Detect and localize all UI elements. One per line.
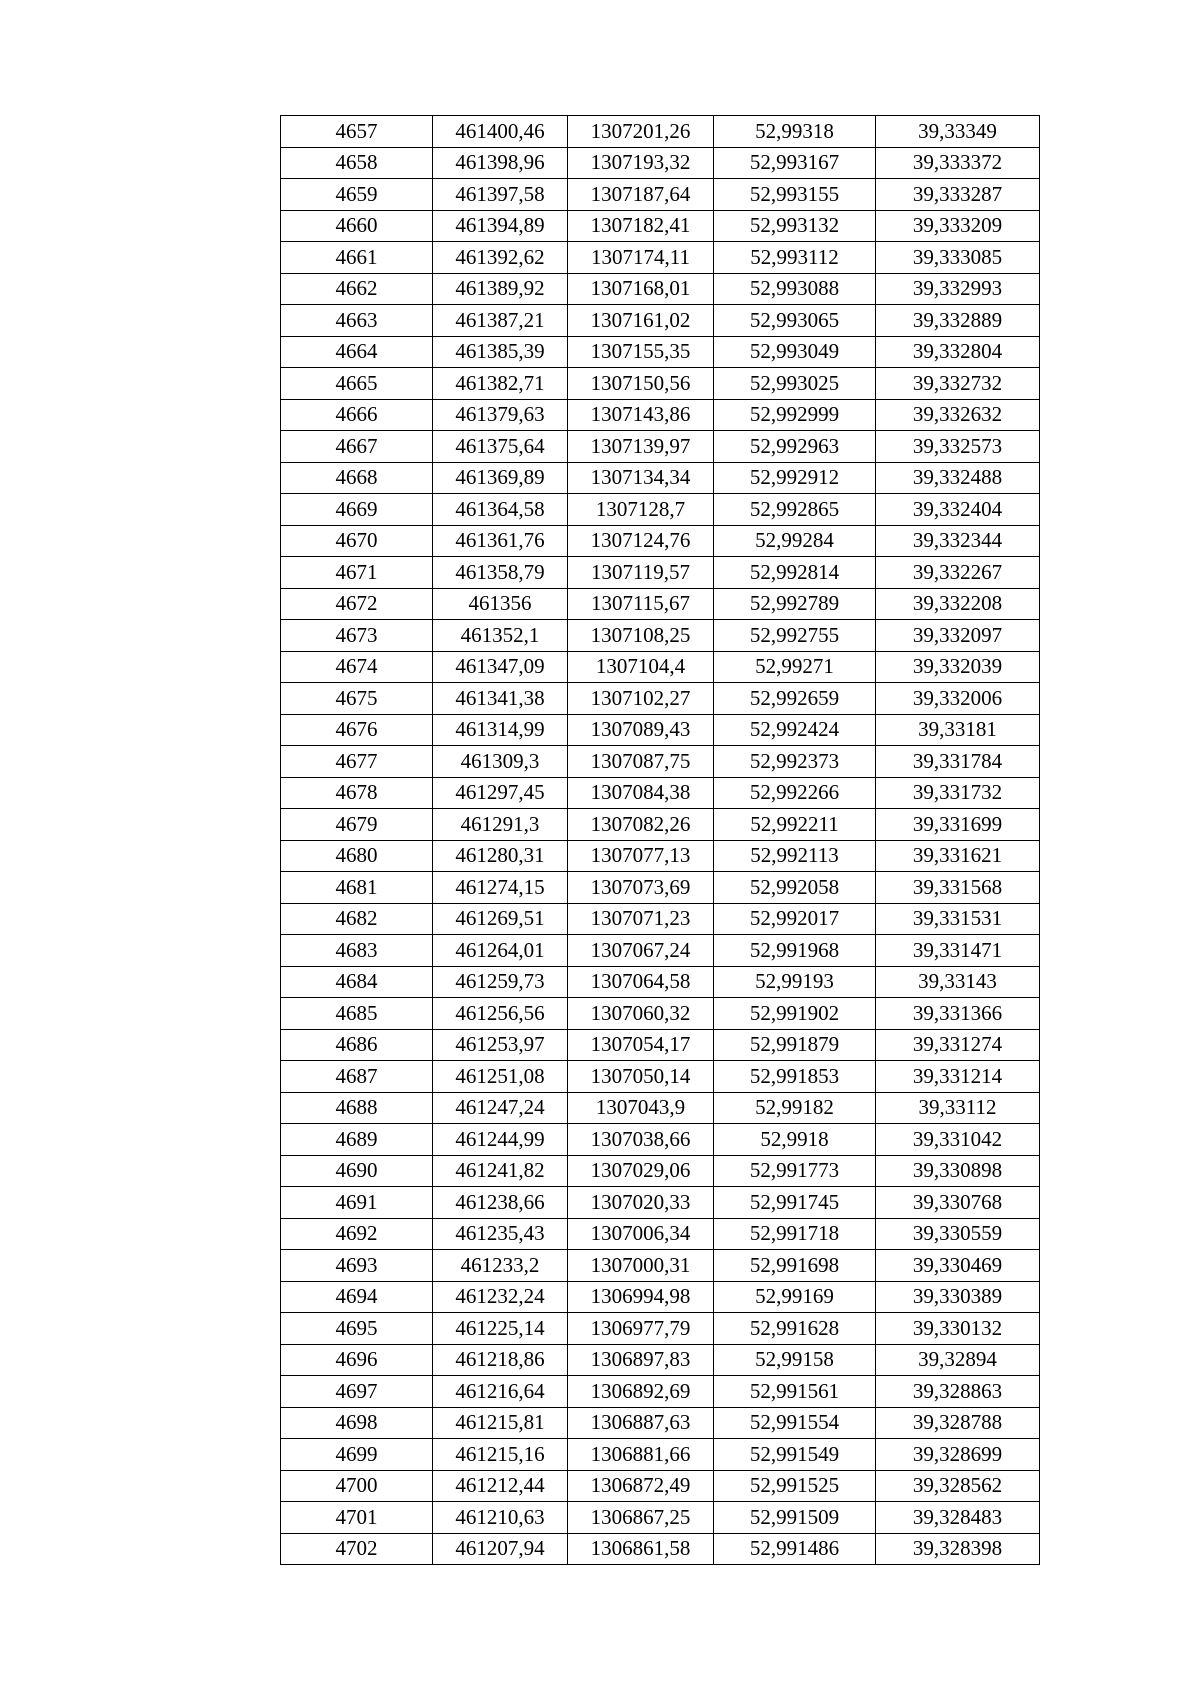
y-coordinate-cell: 1307054,17 (568, 1029, 714, 1061)
x-coordinate-cell: 461382,71 (433, 368, 568, 400)
longitude-cell: 39,333085 (876, 242, 1040, 274)
longitude-cell: 39,328699 (876, 1439, 1040, 1471)
longitude-cell: 39,331274 (876, 1029, 1040, 1061)
y-coordinate-cell: 1307201,26 (568, 116, 714, 148)
table-row (281, 1502, 1040, 1534)
latitude-cell: 52,993088 (714, 273, 876, 305)
table-row (281, 147, 1040, 179)
longitude-cell: 39,330132 (876, 1313, 1040, 1345)
point-number-cell: 4672 (281, 588, 433, 620)
y-coordinate-cell: 1307193,32 (568, 147, 714, 179)
longitude-cell: 39,332732 (876, 368, 1040, 400)
table-row (281, 777, 1040, 809)
x-coordinate-cell: 461352,1 (433, 620, 568, 652)
x-coordinate-cell: 461215,16 (433, 1439, 568, 1471)
x-coordinate-cell: 461256,56 (433, 998, 568, 1030)
x-coordinate-cell: 461210,63 (433, 1502, 568, 1534)
latitude-cell: 52,991718 (714, 1218, 876, 1250)
point-number-cell: 4694 (281, 1281, 433, 1313)
table-row (281, 557, 1040, 589)
longitude-cell: 39,332006 (876, 683, 1040, 715)
point-number-cell: 4700 (281, 1470, 433, 1502)
longitude-cell: 39,333372 (876, 147, 1040, 179)
x-coordinate-cell: 461398,96 (433, 147, 568, 179)
table-row (281, 651, 1040, 683)
latitude-cell: 52,993167 (714, 147, 876, 179)
table-row (281, 242, 1040, 274)
x-coordinate-cell: 461235,43 (433, 1218, 568, 1250)
longitude-cell: 39,332573 (876, 431, 1040, 463)
table-row (281, 683, 1040, 715)
y-coordinate-cell: 1307077,13 (568, 840, 714, 872)
longitude-cell: 39,328398 (876, 1533, 1040, 1565)
longitude-cell: 39,328788 (876, 1407, 1040, 1439)
latitude-cell: 52,992017 (714, 903, 876, 935)
x-coordinate-cell: 461394,89 (433, 210, 568, 242)
y-coordinate-cell: 1307104,4 (568, 651, 714, 683)
point-number-cell: 4681 (281, 872, 433, 904)
latitude-cell: 52,99271 (714, 651, 876, 683)
x-coordinate-cell: 461356 (433, 588, 568, 620)
y-coordinate-cell: 1307029,06 (568, 1155, 714, 1187)
latitude-cell: 52,992211 (714, 809, 876, 841)
longitude-cell: 39,331784 (876, 746, 1040, 778)
x-coordinate-cell: 461207,94 (433, 1533, 568, 1565)
table-row (281, 210, 1040, 242)
x-coordinate-cell: 461309,3 (433, 746, 568, 778)
point-number-cell: 4701 (281, 1502, 433, 1534)
latitude-cell: 52,992113 (714, 840, 876, 872)
y-coordinate-cell: 1306994,98 (568, 1281, 714, 1313)
longitude-cell: 39,332632 (876, 399, 1040, 431)
latitude-cell: 52,99169 (714, 1281, 876, 1313)
longitude-cell: 39,33112 (876, 1092, 1040, 1124)
x-coordinate-cell: 461244,99 (433, 1124, 568, 1156)
longitude-cell: 39,328562 (876, 1470, 1040, 1502)
x-coordinate-cell: 461259,73 (433, 966, 568, 998)
y-coordinate-cell: 1307182,41 (568, 210, 714, 242)
longitude-cell: 39,330469 (876, 1250, 1040, 1282)
point-number-cell: 4666 (281, 399, 433, 431)
latitude-cell: 52,993155 (714, 179, 876, 211)
longitude-cell: 39,331699 (876, 809, 1040, 841)
table-row (281, 1470, 1040, 1502)
table-row (281, 966, 1040, 998)
table-row (281, 1407, 1040, 1439)
y-coordinate-cell: 1307043,9 (568, 1092, 714, 1124)
latitude-cell: 52,99284 (714, 525, 876, 557)
point-number-cell: 4698 (281, 1407, 433, 1439)
point-number-cell: 4660 (281, 210, 433, 242)
y-coordinate-cell: 1307073,69 (568, 872, 714, 904)
point-number-cell: 4680 (281, 840, 433, 872)
x-coordinate-cell: 461212,44 (433, 1470, 568, 1502)
table-row (281, 179, 1040, 211)
y-coordinate-cell: 1307087,75 (568, 746, 714, 778)
point-number-cell: 4662 (281, 273, 433, 305)
y-coordinate-cell: 1307067,24 (568, 935, 714, 967)
latitude-cell: 52,991628 (714, 1313, 876, 1345)
point-number-cell: 4679 (281, 809, 433, 841)
y-coordinate-cell: 1307143,86 (568, 399, 714, 431)
y-coordinate-cell: 1306897,83 (568, 1344, 714, 1376)
latitude-cell: 52,991879 (714, 1029, 876, 1061)
point-number-cell: 4682 (281, 903, 433, 935)
latitude-cell: 52,993065 (714, 305, 876, 337)
table-row (281, 1155, 1040, 1187)
longitude-cell: 39,331471 (876, 935, 1040, 967)
longitude-cell: 39,332097 (876, 620, 1040, 652)
x-coordinate-cell: 461264,01 (433, 935, 568, 967)
x-coordinate-cell: 461387,21 (433, 305, 568, 337)
latitude-cell: 52,993025 (714, 368, 876, 400)
latitude-cell: 52,992999 (714, 399, 876, 431)
y-coordinate-cell: 1307134,34 (568, 462, 714, 494)
x-coordinate-cell: 461274,15 (433, 872, 568, 904)
x-coordinate-cell: 461314,99 (433, 714, 568, 746)
latitude-cell: 52,992963 (714, 431, 876, 463)
point-number-cell: 4673 (281, 620, 433, 652)
point-number-cell: 4668 (281, 462, 433, 494)
table-row (281, 620, 1040, 652)
point-number-cell: 4658 (281, 147, 433, 179)
table-row (281, 840, 1040, 872)
x-coordinate-cell: 461400,46 (433, 116, 568, 148)
x-coordinate-cell: 461218,86 (433, 1344, 568, 1376)
longitude-cell: 39,328863 (876, 1376, 1040, 1408)
latitude-cell: 52,992373 (714, 746, 876, 778)
point-number-cell: 4689 (281, 1124, 433, 1156)
table-row (281, 1092, 1040, 1124)
table-row (281, 1218, 1040, 1250)
longitude-cell: 39,333209 (876, 210, 1040, 242)
latitude-cell: 52,991549 (714, 1439, 876, 1471)
point-number-cell: 4699 (281, 1439, 433, 1471)
latitude-cell: 52,992424 (714, 714, 876, 746)
y-coordinate-cell: 1307082,26 (568, 809, 714, 841)
longitude-cell: 39,32894 (876, 1344, 1040, 1376)
y-coordinate-cell: 1307174,11 (568, 242, 714, 274)
longitude-cell: 39,332993 (876, 273, 1040, 305)
longitude-cell: 39,331214 (876, 1061, 1040, 1093)
latitude-cell: 52,991486 (714, 1533, 876, 1565)
latitude-cell: 52,99193 (714, 966, 876, 998)
latitude-cell: 52,993132 (714, 210, 876, 242)
point-number-cell: 4671 (281, 557, 433, 589)
y-coordinate-cell: 1307050,14 (568, 1061, 714, 1093)
y-coordinate-cell: 1306881,66 (568, 1439, 714, 1471)
table-row (281, 1344, 1040, 1376)
table-row (281, 431, 1040, 463)
x-coordinate-cell: 461361,76 (433, 525, 568, 557)
x-coordinate-cell: 461216,64 (433, 1376, 568, 1408)
latitude-cell: 52,993112 (714, 242, 876, 274)
y-coordinate-cell: 1307150,56 (568, 368, 714, 400)
x-coordinate-cell: 461297,45 (433, 777, 568, 809)
point-number-cell: 4687 (281, 1061, 433, 1093)
longitude-cell: 39,333287 (876, 179, 1040, 211)
longitude-cell: 39,332208 (876, 588, 1040, 620)
table-row (281, 368, 1040, 400)
coordinates-table-body (281, 116, 1040, 1565)
table-row (281, 935, 1040, 967)
longitude-cell: 39,331531 (876, 903, 1040, 935)
y-coordinate-cell: 1307000,31 (568, 1250, 714, 1282)
longitude-cell: 39,330768 (876, 1187, 1040, 1219)
y-coordinate-cell: 1307139,97 (568, 431, 714, 463)
y-coordinate-cell: 1307168,01 (568, 273, 714, 305)
x-coordinate-cell: 461253,97 (433, 1029, 568, 1061)
x-coordinate-cell: 461379,63 (433, 399, 568, 431)
y-coordinate-cell: 1306977,79 (568, 1313, 714, 1345)
table-row (281, 1029, 1040, 1061)
point-number-cell: 4676 (281, 714, 433, 746)
table-row (281, 1187, 1040, 1219)
table-row (281, 273, 1040, 305)
point-number-cell: 4688 (281, 1092, 433, 1124)
table-row (281, 1533, 1040, 1565)
point-number-cell: 4691 (281, 1187, 433, 1219)
point-number-cell: 4685 (281, 998, 433, 1030)
latitude-cell: 52,992912 (714, 462, 876, 494)
x-coordinate-cell: 461291,3 (433, 809, 568, 841)
point-number-cell: 4692 (281, 1218, 433, 1250)
x-coordinate-cell: 461247,24 (433, 1092, 568, 1124)
latitude-cell: 52,992058 (714, 872, 876, 904)
point-number-cell: 4661 (281, 242, 433, 274)
x-coordinate-cell: 461385,39 (433, 336, 568, 368)
point-number-cell: 4677 (281, 746, 433, 778)
longitude-cell: 39,332488 (876, 462, 1040, 494)
table-row (281, 305, 1040, 337)
y-coordinate-cell: 1306887,63 (568, 1407, 714, 1439)
point-number-cell: 4686 (281, 1029, 433, 1061)
table-row (281, 1281, 1040, 1313)
point-number-cell: 4675 (281, 683, 433, 715)
y-coordinate-cell: 1307071,23 (568, 903, 714, 935)
table-row (281, 1313, 1040, 1345)
x-coordinate-cell: 461364,58 (433, 494, 568, 526)
table-row (281, 1439, 1040, 1471)
y-coordinate-cell: 1307102,27 (568, 683, 714, 715)
longitude-cell: 39,331568 (876, 872, 1040, 904)
point-number-cell: 4670 (281, 525, 433, 557)
x-coordinate-cell: 461233,2 (433, 1250, 568, 1282)
y-coordinate-cell: 1307161,02 (568, 305, 714, 337)
table-row (281, 714, 1040, 746)
table-row (281, 525, 1040, 557)
table-row (281, 809, 1040, 841)
latitude-cell: 52,991773 (714, 1155, 876, 1187)
latitude-cell: 52,992789 (714, 588, 876, 620)
x-coordinate-cell: 461238,66 (433, 1187, 568, 1219)
x-coordinate-cell: 461392,62 (433, 242, 568, 274)
latitude-cell: 52,993049 (714, 336, 876, 368)
point-number-cell: 4690 (281, 1155, 433, 1187)
y-coordinate-cell: 1307006,34 (568, 1218, 714, 1250)
longitude-cell: 39,330898 (876, 1155, 1040, 1187)
latitude-cell: 52,992814 (714, 557, 876, 589)
y-coordinate-cell: 1307187,64 (568, 179, 714, 211)
point-number-cell: 4664 (281, 336, 433, 368)
y-coordinate-cell: 1307128,7 (568, 494, 714, 526)
table-row (281, 1061, 1040, 1093)
longitude-cell: 39,332404 (876, 494, 1040, 526)
coordinates-table (280, 115, 1040, 1565)
point-number-cell: 4669 (281, 494, 433, 526)
latitude-cell: 52,991698 (714, 1250, 876, 1282)
table-row (281, 116, 1040, 148)
point-number-cell: 4695 (281, 1313, 433, 1345)
x-coordinate-cell: 461375,64 (433, 431, 568, 463)
table-row (281, 399, 1040, 431)
point-number-cell: 4663 (281, 305, 433, 337)
y-coordinate-cell: 1307064,58 (568, 966, 714, 998)
longitude-cell: 39,332344 (876, 525, 1040, 557)
latitude-cell: 52,991554 (714, 1407, 876, 1439)
y-coordinate-cell: 1307020,33 (568, 1187, 714, 1219)
y-coordinate-cell: 1307119,57 (568, 557, 714, 589)
table-row (281, 1376, 1040, 1408)
y-coordinate-cell: 1306861,58 (568, 1533, 714, 1565)
x-coordinate-cell: 461369,89 (433, 462, 568, 494)
table-row (281, 462, 1040, 494)
x-coordinate-cell: 461280,31 (433, 840, 568, 872)
y-coordinate-cell: 1306867,25 (568, 1502, 714, 1534)
latitude-cell: 52,992865 (714, 494, 876, 526)
latitude-cell: 52,991853 (714, 1061, 876, 1093)
latitude-cell: 52,99158 (714, 1344, 876, 1376)
table-row (281, 998, 1040, 1030)
point-number-cell: 4657 (281, 116, 433, 148)
longitude-cell: 39,331042 (876, 1124, 1040, 1156)
latitude-cell: 52,991509 (714, 1502, 876, 1534)
point-number-cell: 4693 (281, 1250, 433, 1282)
latitude-cell: 52,992659 (714, 683, 876, 715)
y-coordinate-cell: 1307084,38 (568, 777, 714, 809)
x-coordinate-cell: 461225,14 (433, 1313, 568, 1345)
longitude-cell: 39,331732 (876, 777, 1040, 809)
longitude-cell: 39,33143 (876, 966, 1040, 998)
longitude-cell: 39,328483 (876, 1502, 1040, 1534)
y-coordinate-cell: 1307038,66 (568, 1124, 714, 1156)
longitude-cell: 39,330389 (876, 1281, 1040, 1313)
longitude-cell: 39,332889 (876, 305, 1040, 337)
x-coordinate-cell: 461232,24 (433, 1281, 568, 1313)
latitude-cell: 52,991525 (714, 1470, 876, 1502)
point-number-cell: 4659 (281, 179, 433, 211)
point-number-cell: 4697 (281, 1376, 433, 1408)
x-coordinate-cell: 461358,79 (433, 557, 568, 589)
y-coordinate-cell: 1307089,43 (568, 714, 714, 746)
x-coordinate-cell: 461347,09 (433, 651, 568, 683)
y-coordinate-cell: 1307108,25 (568, 620, 714, 652)
table-row (281, 1124, 1040, 1156)
table-row (281, 588, 1040, 620)
point-number-cell: 4678 (281, 777, 433, 809)
x-coordinate-cell: 461389,92 (433, 273, 568, 305)
latitude-cell: 52,9918 (714, 1124, 876, 1156)
x-coordinate-cell: 461251,08 (433, 1061, 568, 1093)
y-coordinate-cell: 1307115,67 (568, 588, 714, 620)
x-coordinate-cell: 461215,81 (433, 1407, 568, 1439)
point-number-cell: 4696 (281, 1344, 433, 1376)
table-row (281, 336, 1040, 368)
x-coordinate-cell: 461241,82 (433, 1155, 568, 1187)
x-coordinate-cell: 461269,51 (433, 903, 568, 935)
point-number-cell: 4683 (281, 935, 433, 967)
point-number-cell: 4667 (281, 431, 433, 463)
table-row (281, 746, 1040, 778)
table-row (281, 494, 1040, 526)
point-number-cell: 4665 (281, 368, 433, 400)
latitude-cell: 52,991902 (714, 998, 876, 1030)
longitude-cell: 39,330559 (876, 1218, 1040, 1250)
y-coordinate-cell: 1307155,35 (568, 336, 714, 368)
y-coordinate-cell: 1307060,32 (568, 998, 714, 1030)
latitude-cell: 52,99318 (714, 116, 876, 148)
x-coordinate-cell: 461341,38 (433, 683, 568, 715)
table-row (281, 903, 1040, 935)
longitude-cell: 39,331366 (876, 998, 1040, 1030)
longitude-cell: 39,332804 (876, 336, 1040, 368)
latitude-cell: 52,992755 (714, 620, 876, 652)
point-number-cell: 4674 (281, 651, 433, 683)
latitude-cell: 52,99182 (714, 1092, 876, 1124)
y-coordinate-cell: 1306892,69 (568, 1376, 714, 1408)
latitude-cell: 52,992266 (714, 777, 876, 809)
latitude-cell: 52,991561 (714, 1376, 876, 1408)
table-row (281, 872, 1040, 904)
x-coordinate-cell: 461397,58 (433, 179, 568, 211)
longitude-cell: 39,332039 (876, 651, 1040, 683)
longitude-cell: 39,332267 (876, 557, 1040, 589)
table-row (281, 1250, 1040, 1282)
point-number-cell: 4702 (281, 1533, 433, 1565)
y-coordinate-cell: 1307124,76 (568, 525, 714, 557)
latitude-cell: 52,991745 (714, 1187, 876, 1219)
latitude-cell: 52,991968 (714, 935, 876, 967)
longitude-cell: 39,33181 (876, 714, 1040, 746)
longitude-cell: 39,331621 (876, 840, 1040, 872)
y-coordinate-cell: 1306872,49 (568, 1470, 714, 1502)
longitude-cell: 39,33349 (876, 116, 1040, 148)
point-number-cell: 4684 (281, 966, 433, 998)
